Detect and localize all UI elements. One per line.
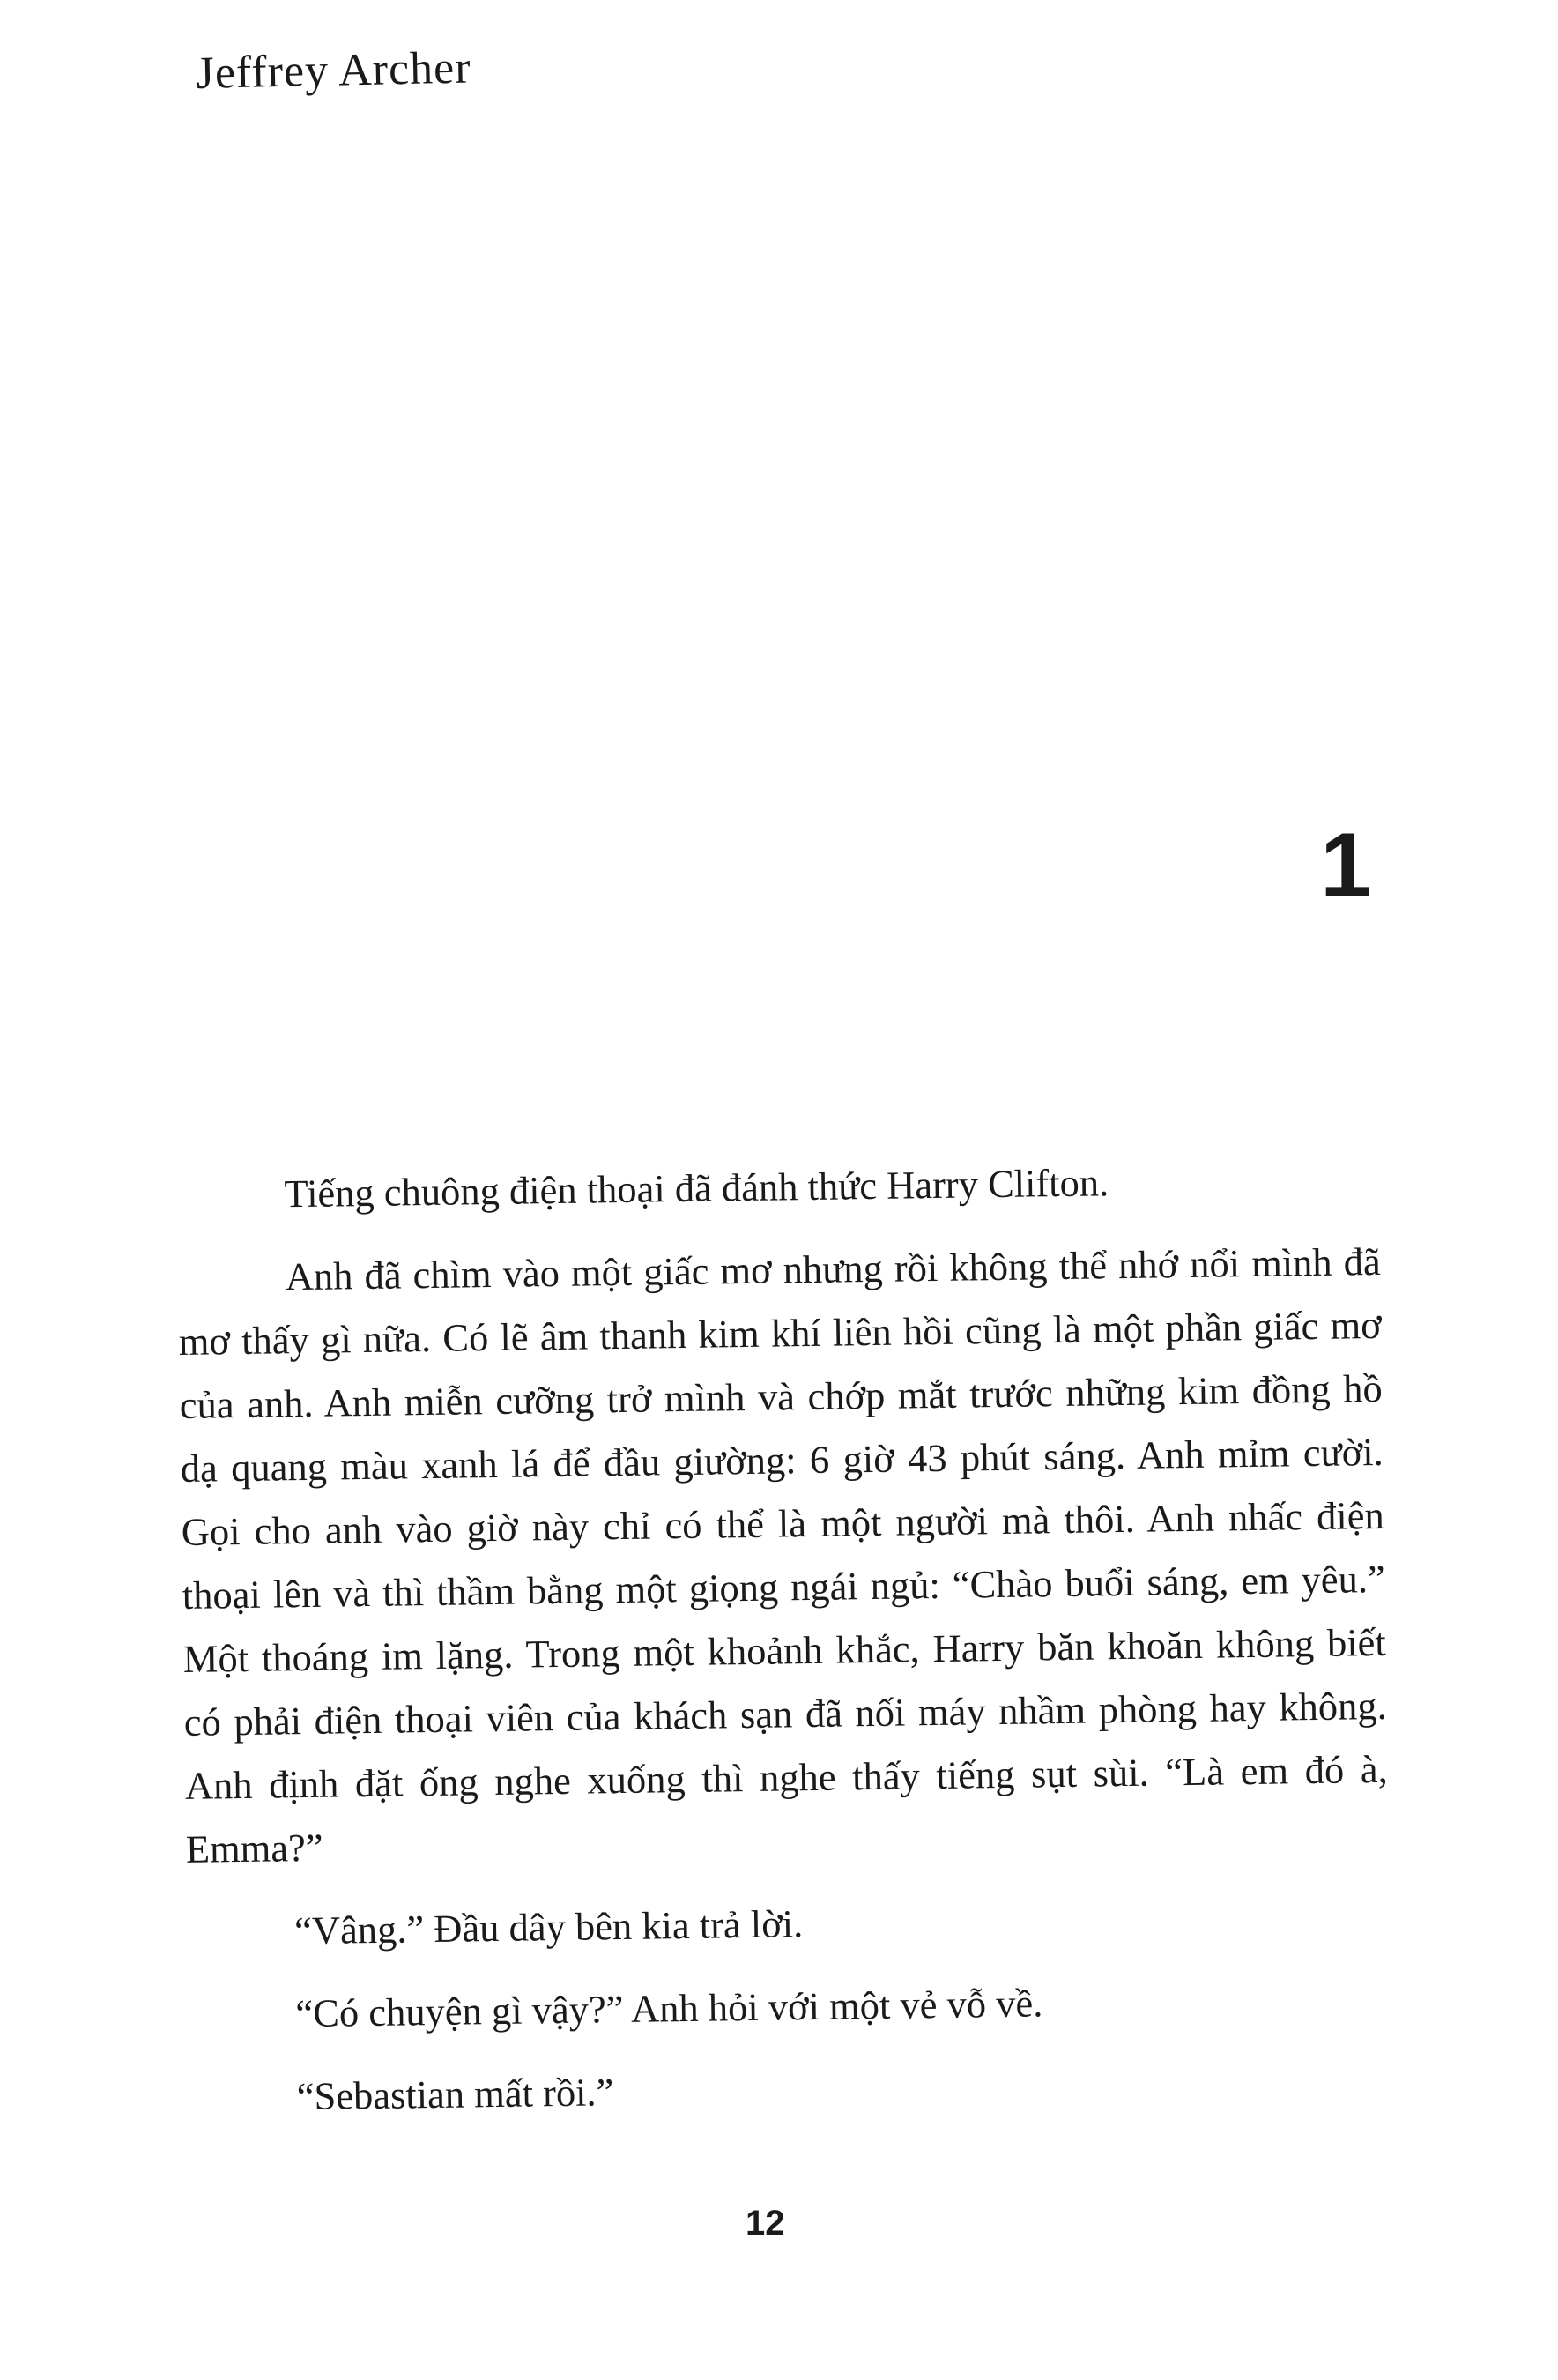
paragraph-dialogue-3: “Sebastian mất rồi.” [296,2070,614,2119]
page-number: 12 [746,2204,785,2242]
running-head-author: Jeffrey Archer [196,42,472,99]
paragraph-dialogue-1: “Vâng.” Đầu dây bên kia trả lời. [293,1901,804,1953]
paragraph-dialogue-2: “Có chuyện gì vậy?” Anh hỏi với một vẻ vỗ về. [295,1981,1043,2036]
chapter-body [176,1147,1392,2149]
chapter-number: 1 [1320,814,1371,917]
paragraph-opening: Tiếng chuông điện thoại đã đánh thức Harry Clifton. [284,1160,1109,1216]
paragraph-main: Anh đã chìm vào một giấc mơ nhưng rồi không thể nhớ nổi mình đã mơ thấy gì nữa. Có lẽ âm thanh kim khí liên hồi cũng là một phần giấc mơ của anh. Anh miễn cưỡng trở mình và chớp mắt trước những kim đồng hồ dạ quang màu xanh lá để đầu giường: 6 giờ 43 phút sáng. Anh mỉm cười. Gọi cho anh vào giờ này chỉ có thể là một người mà thôi. Anh nhấc điện thoại lên và thì thầm bằng một giọng ngái ngủ: “Chào buổi sáng, em yêu.” Một thoáng im lặng. Trong một khoảnh khắc, Harry băn khoăn không biết có phải điện thoại viên của khách sạn đã nối máy nhầm phòng hay không. Anh định đặt ống nghe xuống thì nghe thấy tiếng sụt sùi. “Là em đó à, Emma?” [178,1238,1389,1871]
